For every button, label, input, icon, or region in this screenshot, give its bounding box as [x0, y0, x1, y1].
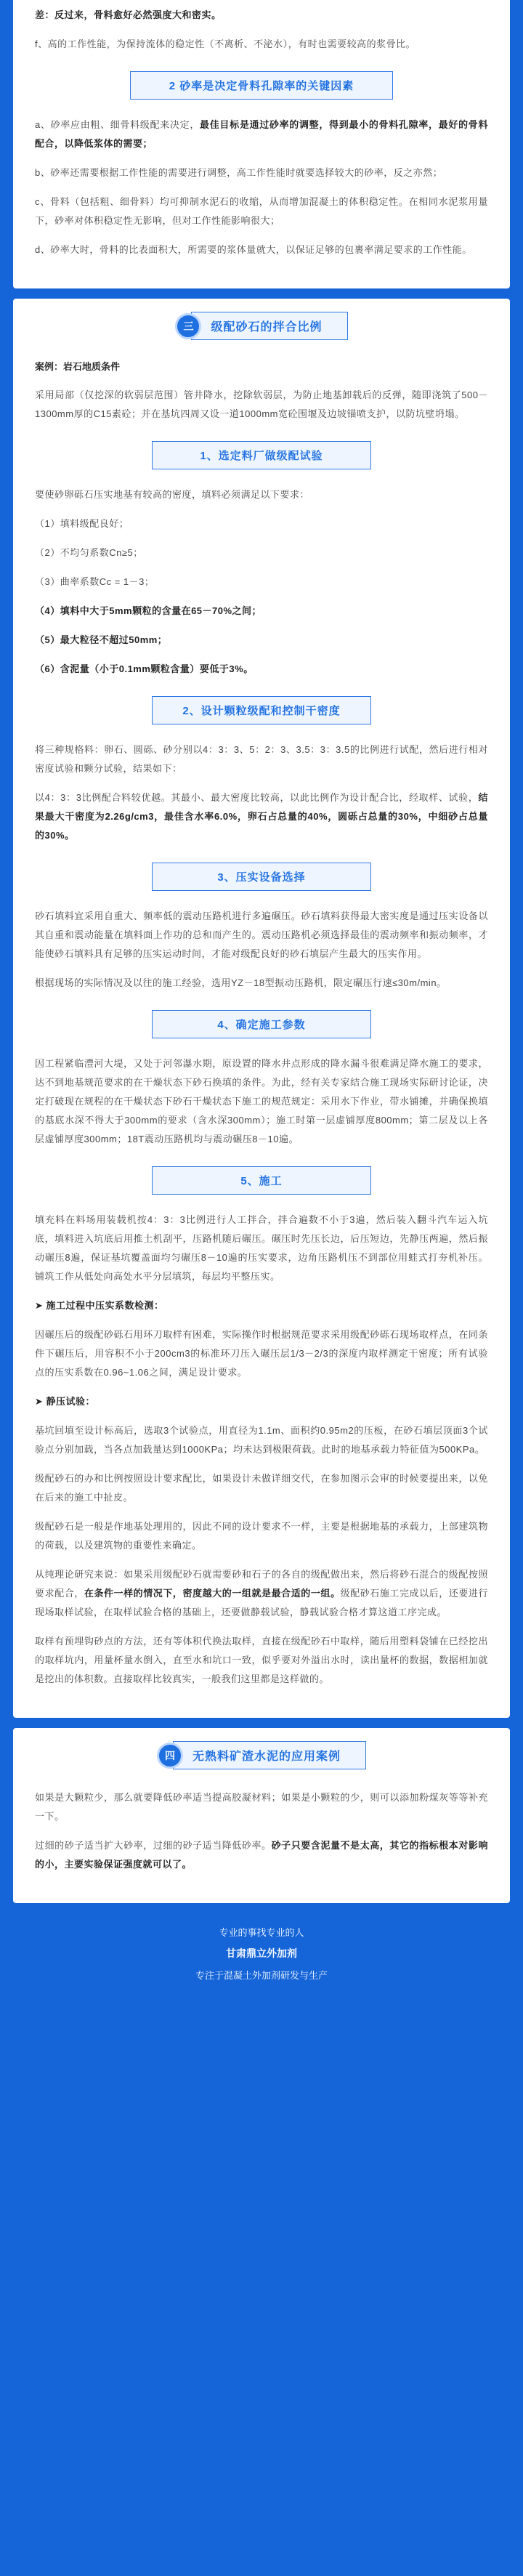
subheading-2: 2、设计颗粒级配和控制干密度 — [152, 696, 371, 724]
section-header-3 — [35, 312, 488, 340]
paragraph-5g: 取样有预埋钩砂点的方法，还有等体积代换法取样，直接在级配砂石中取样，随后用塑料袋铺在已经挖出的取样坑内，用量杯量水倒入，直至水和坑口一致，似乎要对外溢出水时，读出量杯的数据，数据相加就是挖出的体积数。直接取样比较真实，一般我们这里都是这样做的。 — [35, 1636, 488, 1684]
paragraph-2b: 以4：3：3比例配合料较优越。其最小、最大密度比较高，以此比例作为设计配合比，经取样、试验，结果最大干密度为2.26g/cm3，最佳含水率6.0%，卵石占总量的40%，圆砾占总量的30%，中细砂占总量的30%。 — [35, 792, 488, 841]
paragraph-b: b、砂率还需要根据工作性能的需要进行调整，高工作性能时就要选择较大的砂率，反之亦然； — [35, 167, 443, 178]
footer-tagline: 专注于混凝土外加剂研发与生产 — [195, 1970, 328, 1981]
paragraph-4a: 因工程紧临澧河大堤，又处于河邻瀑水期，原设置的降水井点形成的降水漏斗很难满足降水施工的要求，达不到地基规范要求的在干燥状态下砂石换填的条件。为此，经有关专家结合施工现场实际研讨论证，决定打破现在规程的在干燥状态下砂石干燥状态下施工的规范规定：采用水下作业，带水铺摊，并确保换填的基底水深不得大于300mm的要求（含水深300mm）；施工时第一层虚铺厚度800mm；第二层及以上各层虚铺厚度300mm；18T震动压路机均与震动碾压8－10遍。 — [35, 1058, 488, 1144]
section-title: 无熟料矿渣水泥的应用案例 — [173, 1741, 366, 1769]
paragraph-5e: 级配砂石是一般是作地基处理用的，因此不同的设计要求不一样，主要是根据地基的承载力，上部建筑物的荷载，以及建筑物的重要性来确定。 — [35, 1521, 488, 1551]
paragraph-3b: 根据现场的实际情况及以往的施工经验，选用YZ－18型振动压路机，限定碾压行速≤30m/min。 — [35, 977, 447, 988]
paragraph-3a: 砂石填料宜采用自重大、频率低的震动压路机进行多遍碾压。砂石填料获得最大密实度是通过压实设备以其自重和震动能量在填料面上作功的总和而产生的。震动压路机必须选择最佳的震动频率和振动频率，才能使砂石填料具有足够的压实运动时间，才能对级配良好的砂石填层产生最大的压实作用。 — [35, 911, 488, 959]
case-title: 案例：岩石地质条件 — [35, 361, 121, 372]
requirement-intro: 要使砂卵砾石压实地基有较高的密度，填料必须满足以下要求： — [35, 489, 310, 500]
paragraph-d: d、砂率大时，骨料的比表面积大，所需要的浆体量就大，以保证足够的包裹率满足要求的工作性能。 — [35, 244, 472, 255]
section-title: 级配砂石的拌合比例 — [191, 312, 347, 340]
paragraph-5b: 因碾压后的级配砂砾石用环刀取样有困难，实际操作时根据规范要求采用级配砂砾石现场取样点，在同条件下碾压后，用容积不小于200cm3的标准环刀压入碾压层1/3－2/3的深度内取样测定干密度；所有试验点的压实系数在0.96~1.06之间，满足设计要求。 — [35, 1329, 488, 1378]
subheading-1: 1、选定料厂做级配试验 — [152, 441, 371, 469]
subheading-4: 4、确定施工参数 — [152, 1010, 371, 1038]
subheading-sand-ratio: 2 砂率是决定骨料孔隙率的关键因素 — [130, 71, 393, 100]
requirement-6: （6）含泥量（小于0.1mm颗粒含量）要低于3%。 — [35, 663, 254, 674]
content-card-4 — [13, 1728, 510, 1903]
section-number-badge: 三 — [175, 313, 201, 339]
content-card-1 — [13, 0, 510, 288]
paragraph-5c: 基坑回填至设计标高后，选取3个试验点，用直径为1.1m、面积约0.95m2的压板，在砂石填层顶面3个试验点分别加载，当各点加载量达到1000KPa；均未达到极限荷载。此时的地基承载力特征值为500KPa。 — [35, 1425, 488, 1455]
paragraph-4-2: 过细的砂子适当扩大砂率，过细的砂子适当降低砂率。砂子只要含泥量不是太高，其它的指标根本对影响的小，主要实验保证强度就可以了。 — [35, 1840, 488, 1870]
requirement-5: （5）最大粒径不超过50mm； — [35, 634, 168, 645]
paragraph-5f: 从纯理论研究来说：如果采用级配砂石就需要砂和石子的各自的级配做出来，然后将砂石混合的级配按照要求配合，在条件一样的情况下，密度越大的一组就是最合适的一组。级配砂石施工完成以后，还要进行现场取样试验，在取样试验合格的基础上，还要做静载试验，静载试验合格才算这道工序完成。 — [35, 1569, 488, 1618]
footer-company: 甘肃鼎立外加剂 — [226, 1947, 297, 1959]
heading-compaction-test: ➤ 施工过程中压实系数检测： — [35, 1300, 164, 1311]
subheading-3: 3、压实设备选择 — [152, 863, 371, 891]
paragraph-e: 差：反过来，骨料愈好必然强度大和密实。 — [35, 9, 222, 20]
heading-static-test: ➤ 静压试验： — [35, 1396, 96, 1407]
paragraph-f: f、高的工作性能，为保持流体的稳定性（不离析、不泌水），有时也需要较高的浆骨比。 — [35, 39, 416, 49]
case-intro: 采用局部（仅挖深的软弱层范围）管井降水，挖除软弱层，为防止地基卸载后的反弹，随即浇筑了500－1300mm厚的C15素砼；并在基坑四周又设一道1000mm宽砼围堰及边坡锚喷支护，以防坑壁坍塌。 — [35, 389, 488, 419]
requirement-3: （3）曲率系数Cc = 1－3； — [35, 576, 155, 587]
section-number-badge: 四 — [157, 1743, 183, 1769]
requirement-4: （4）填料中大于5mm颗粒的含量在65－70%之间； — [35, 605, 262, 616]
paragraph-2a: 将三种规格料：卵石、圆砾、砂分别以4：3：3、5：2：3、3.5：3：3.5的比例进行试配，然后进行相对密度试验和颗分试验，结果如下： — [35, 744, 488, 774]
footer — [0, 1903, 523, 1996]
subheading-5: 5、施工 — [152, 1166, 371, 1195]
requirement-2: （2）不均匀系数Cn≥5； — [35, 547, 143, 558]
requirement-1: （1）填料级配良好； — [35, 518, 129, 529]
paragraph-5a: 填充料在料场用装载机按4：3：3比例进行人工拌合，拌合遍数不小于3遍，然后装入翻斗汽车运入坑底，填料进入坑底后用推土机刮平，压路机随后碾压。碾压时先压长边，后压短边，先静压两遍，然后振动碾压8遍，保证基坑覆盖面均匀碾压8－10遍的压实要求，边角压路机压不到部位用蛙式打夯机补压。铺筑工作从低处向高处水平分层填筑，每层均平整压实。 — [35, 1214, 488, 1282]
paragraph-a: a、砂率应由粗、细骨料级配来决定，最佳目标是通过砂率的调整，得到最小的骨料孔隙率，最好的骨料配合，以降低浆体的需要； — [35, 119, 488, 149]
footer-slogan: 专业的事找专业的人 — [219, 1927, 304, 1938]
paragraph-4-1: 如果是大颗粒少，那么就要降低砂率适当提高胶凝材料；如果是小颗粒的少，则可以添加粉煤灰等等补充一下。 — [35, 1792, 488, 1822]
section-header-4 — [35, 1741, 488, 1769]
paragraph-5d: 级配砂石的办和比例按照设计要求配比，如果设计未做详细交代，在参加图示会审的时候要提出来，以免在后来的施工中扯皮。 — [35, 1473, 488, 1503]
content-card-3 — [13, 299, 510, 1718]
paragraph-c: c、骨料（包括粗、细骨料）均可抑制水泥石的收缩，从而增加混凝土的体积稳定性。在相同水泥浆用量下，砂率对体积稳定性无影响，但对工作性能影响很大； — [35, 196, 488, 226]
